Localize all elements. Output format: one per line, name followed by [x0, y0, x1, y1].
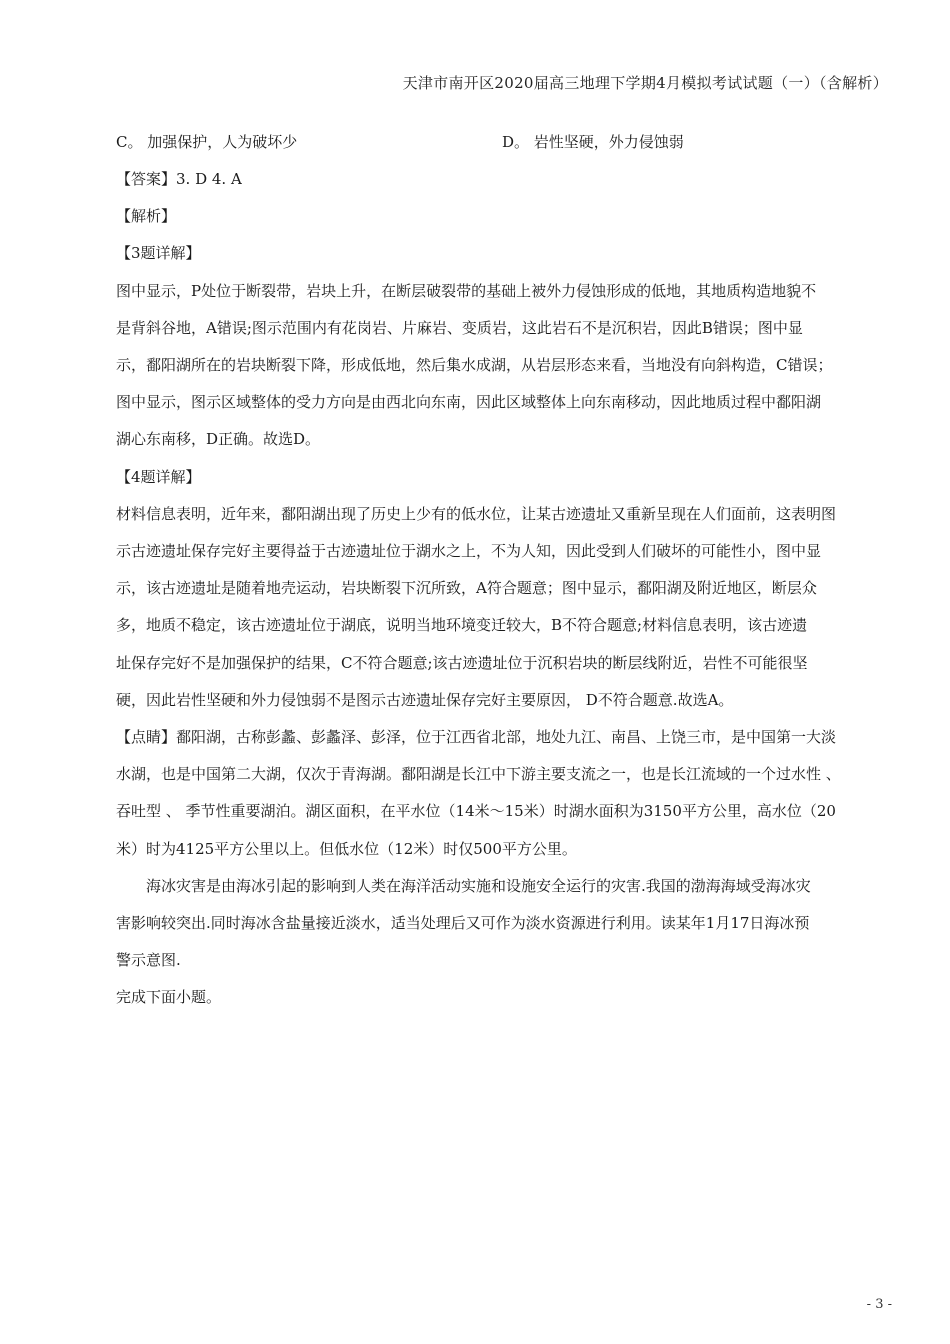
q4-line: 材料信息表明，近年来，鄱阳湖出现了历史上少有的低水位，让某古迹遗址又重新呈现在人们面前，这表明图 — [116, 504, 837, 523]
q3-explanation — [116, 273, 894, 459]
dianjing-line: 吞吐型 、 季节性重要湖泊。湖区面积，在平水位（14米～15米）时湖水面积为3150平方公里，高水位（20 — [116, 802, 836, 821]
dianjing-line: 【点睛】鄱阳湖，古称彭蠡、彭蠡泽、彭泽，位于江西省北部，地处九江、南昌、上饶三市，是中国第一大淡 — [116, 728, 837, 747]
dianjing-line: 米）时为4125平方公里以上。但低水位（12米）时仅500平方公里。 — [116, 839, 577, 858]
instruction-line: 完成下面小题。 — [116, 988, 222, 1007]
q4-heading: 【4题详解】 — [116, 467, 201, 486]
q4-line: 硬，因此岩性坚硬和外力侵蚀弱不是图示古迹遗址保存完好主要原因， D不符合题意.故选A。 — [116, 690, 734, 709]
q4-explanation — [116, 496, 894, 719]
q4-line: 址保存完好不是加强保护的结果，C不符合题意;该古迹遗址位于沉积岩块的断层线附近，岩性不可能很坚 — [116, 653, 808, 672]
page-content — [116, 124, 894, 1017]
q3-heading: 【3题详解】 — [116, 244, 201, 263]
q3-line: 图中显示，P处位于断裂带，岩块上升，在断层破裂带的基础上被外力侵蚀形成的低地，其地质构造地貌不 — [116, 281, 817, 300]
answer-line: 【答案】3. D 4. A — [116, 170, 242, 188]
q3-line: 湖心东南移，D正确。故选D。 — [116, 430, 321, 449]
q4-line: 示古迹遗址保存完好主要得益于古迹遗址位于湖水之上，不为人知，因此受到人们破坏的可能性小，图中显 — [116, 542, 822, 561]
option-d: D。 岩性坚硬，外力侵蚀弱 — [502, 133, 684, 151]
analysis-label: 【解析】 — [116, 207, 177, 226]
dianjing-line: 水湖，也是中国第二大湖，仅次于青海湖。鄱阳湖是长江中下游主要支流之一，也是长江流域的一个过水性 、 — [116, 765, 841, 784]
material-line: 害影响较突出.同时海冰含盐量接近淡水，适当处理后又可作为淡水资源进行利用。读某年1月17日海冰预 — [116, 914, 810, 933]
q4-line: 示，该古迹遗址是随着地壳运动，岩块断裂下沉所致，A符合题意；图中显示，鄱阳湖及附近地区，断层众 — [116, 579, 817, 598]
q3-line: 是背斜谷地，A错误;图示范围内有花岗岩、片麻岩、变质岩，这此岩石不是沉积岩，因此B错误；图中显 — [116, 318, 803, 337]
q3-line: 示，鄱阳湖所在的岩块断裂下降，形成低地，然后集水成湖，从岩层形态来看，当地没有向斜构造，C错误； — [116, 356, 833, 375]
dianjing-note — [116, 719, 894, 868]
page-header-title: 天津市南开区2020届高三地理下学期4月模拟考试试题（一）（含解析） — [402, 74, 888, 92]
option-c: C。 加强保护，人为破坏少 — [116, 133, 298, 151]
material-paragraph — [116, 868, 894, 980]
q4-line: 多，地质不稳定，该古迹遗址位于湖底，说明当地环境变迁较大，B不符合题意;材料信息表明，该古迹遗 — [116, 616, 808, 635]
answer-options — [116, 124, 894, 161]
page-number: - 3 - — [866, 1297, 892, 1312]
material-line: 警示意图. — [116, 951, 181, 970]
material-line: 海冰灾害是由海冰引起的影响到人类在海洋活动实施和设施安全运行的灾害.我国的渤海海域受海冰灾 — [146, 876, 811, 895]
q3-line: 图中显示，图示区域整体的受力方向是由西北向东南，因此区域整体上向东南移动，因此地质过程中鄱阳湖 — [116, 393, 822, 412]
